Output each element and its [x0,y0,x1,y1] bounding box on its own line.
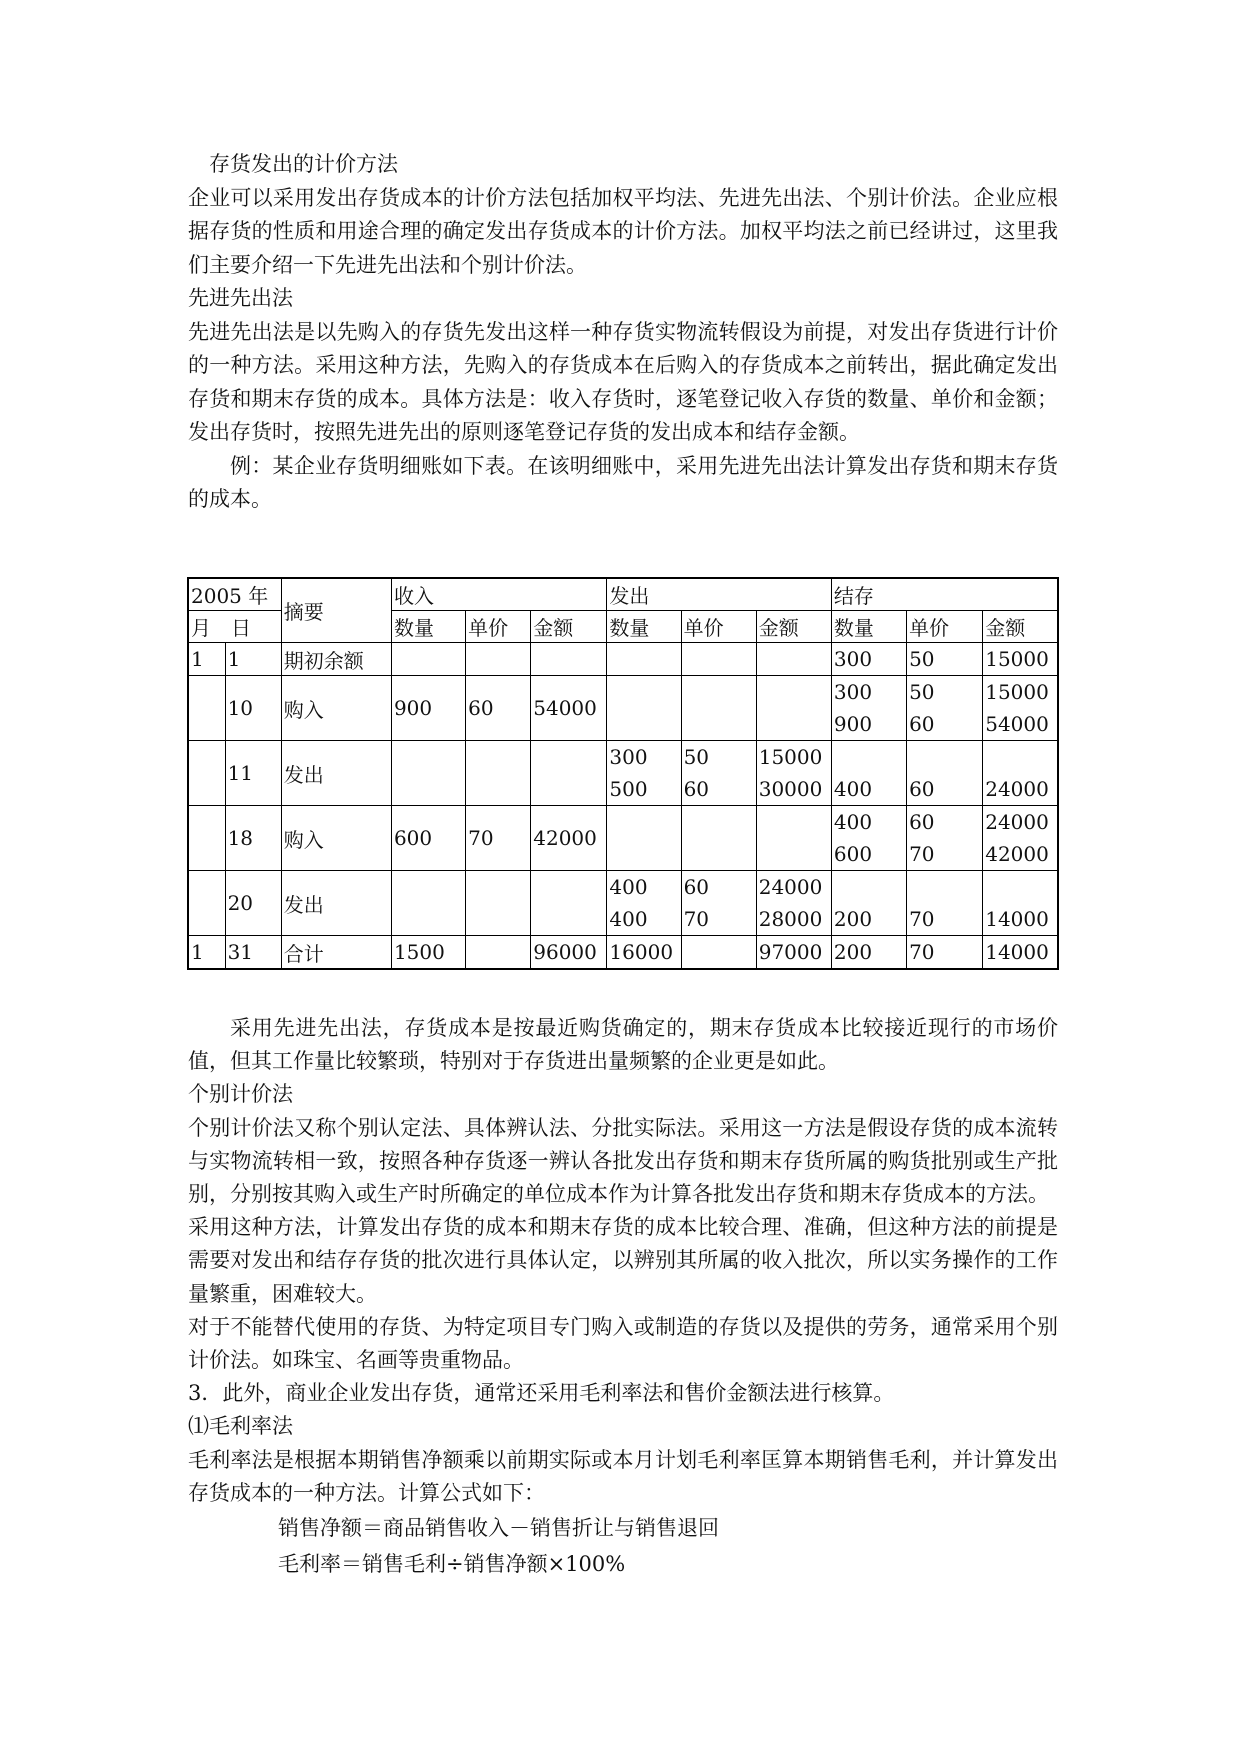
cell-bal-qty [831,871,906,936]
cell-value-line: 42000 [985,842,1049,866]
ledger-row [188,741,1058,806]
cell-bal-amount [983,676,1058,741]
cell-bal-qty [831,806,906,871]
cell-in-amount [531,643,607,676]
cell-out-qty [607,936,681,970]
cell-out-qty [607,676,681,741]
cell-in-amount: 54000 [531,676,607,741]
cell-in-amount [531,871,607,936]
cell-bal-amount [983,643,1058,676]
cell-day: 31 [225,936,281,970]
cell-value-line: 60 [683,777,710,801]
cell-value-line: 24000 [758,875,823,899]
cell-value-line: 50 [683,745,710,769]
specific-heading: 个别计价法 [188,1082,293,1107]
cell-in-qty: 900 [391,676,465,741]
cell-bal-price [907,741,983,806]
ledger-row [188,806,1058,871]
cell-day: 18 [225,806,281,871]
cell-out-amount [756,806,831,871]
cell-in-price [466,741,531,806]
ledger-row [188,676,1058,741]
cell-out-price [681,806,756,871]
header-in-qty: 数量 [391,611,465,643]
header-summary: 摘要 [281,578,391,643]
header-in-amount: 金额 [531,611,607,643]
cell-out-amount [756,676,831,741]
cell-value-line: 54000 [985,712,1049,736]
gross-margin-paragraph: 毛利率法是根据本期销售净额乘以前期实际或本月计划毛利率匡算本期销售毛利，并计算发出存货成本的一种方法。计算公式如下： [188,1447,1058,1505]
header-out-amount: 金额 [756,611,831,643]
cell-in-qty: 1500 [391,936,465,970]
cell-value-line: 24000 [985,810,1049,834]
header-receipt: 收入 [391,578,606,611]
header-out-price: 单价 [681,611,756,643]
cell-in-qty [391,871,465,936]
cell-out-price [681,643,756,676]
top-text-block [188,148,1058,517]
cell-month [188,741,225,806]
cell-value-line: 60 [909,810,935,834]
cell-out-price [681,936,756,970]
fifo-conclusion-paragraph: 采用先进先出法，存货成本是按最近购货确定的，期末存货成本比较接近现行的市场价值，但其工作量比较繁琐，特别对于存货进出量频繁的企业更是如此。 [188,1016,1058,1074]
cell-day: 20 [225,871,281,936]
cell-value-line: 70 [909,940,935,964]
cell-bal-amount [983,936,1058,970]
inventory-ledger-table [187,577,1059,970]
cell-value-line: 15000 [758,745,823,769]
cell-value-line: 60 [909,712,935,736]
header-in-price: 单价 [466,611,531,643]
cell-in-qty: 600 [391,806,465,871]
cell-value-line: 200 [833,907,873,931]
cell-summary: 购入 [281,676,391,741]
cell-in-amount [531,741,607,806]
cell-summary: 期初余额 [281,643,391,676]
formula-net-sales: 销售净额＝商品销售收入－销售折让与销售退回 [278,1516,719,1541]
ledger-row [188,871,1058,936]
header-bal-amount: 金额 [983,611,1058,643]
cell-in-price [466,871,531,936]
cell-bal-amount [983,806,1058,871]
cell-bal-qty [831,936,906,970]
cell-bal-amount [983,741,1058,806]
cell-value-line: 14000 [985,907,1049,931]
fifo-heading: 先进先出法 [188,286,293,310]
cell-value-line: 50 [909,647,935,671]
cell-bal-qty [831,643,906,676]
cell-bal-price [907,806,983,871]
header-bal-qty: 数量 [831,611,906,643]
cell-value-line: 300 [833,680,873,704]
cell-out-price [681,741,756,806]
cell-in-amount: 96000 [531,936,607,970]
cell-in-price [466,643,531,676]
cell-month: 1 [188,643,225,676]
cell-value-line: 24000 [985,777,1049,801]
cell-value-line: 15000 [985,680,1049,704]
cell-bal-price [907,936,983,970]
ledger-row [188,936,1058,970]
cell-out-amount [756,871,831,936]
point-3-paragraph: 3．此外，商业企业发出存货，通常还采用毛利率法和售价金额法进行核算。 [188,1381,895,1406]
cell-bal-qty [831,741,906,806]
cell-value-line: 28000 [758,907,823,931]
cell-month [188,806,225,871]
header-out-qty: 数量 [607,611,681,643]
cell-value-line: 30000 [758,777,823,801]
cell-bal-qty [831,676,906,741]
cell-bal-price [907,643,983,676]
cell-out-qty [607,741,681,806]
cell-value-line: 16000 [609,940,674,964]
bottom-text-block [188,1012,1058,1582]
cell-value-line: 14000 [985,940,1049,964]
cell-month [188,871,225,936]
cell-in-qty [391,643,465,676]
cell-value-line: 15000 [985,647,1049,671]
cell-out-qty [607,806,681,871]
cell-day: 10 [225,676,281,741]
cell-day: 1 [225,643,281,676]
cell-value-line: 600 [833,842,873,866]
cell-bal-price [907,871,983,936]
cell-value-line: 400 [609,875,648,899]
cell-month: 1 [188,936,225,970]
cell-value-line: 60 [683,875,710,899]
cell-bal-amount [983,871,1058,936]
header-month-day: 月 日 [188,611,281,643]
cell-summary: 发出 [281,741,391,806]
cell-out-qty [607,871,681,936]
cell-summary: 合计 [281,936,391,970]
cell-day: 11 [225,741,281,806]
gross-margin-heading: ⑴毛利率法 [188,1414,293,1439]
cell-in-qty [391,741,465,806]
specific-paragraph-1: 个别计价法又称个别认定法、具体辨认法、分批实际法。采用这一方法是假设存货的成本流转与实物流转相一致，按照各种存货逐一辨认各批发出存货和期末存货所属的购货批别或生产批别，分别按其购入或生产时所确定的单位成本作为计算各批发出存货和期末存货成本的方法。 [188,1115,1058,1207]
formula-gross-margin-rate: 毛利率＝销售毛利÷销售净额×100% [278,1552,626,1577]
cell-out-amount [756,643,831,676]
cell-value-line: 70 [909,907,935,931]
cell-value-line: 50 [909,680,935,704]
intro-paragraph: 企业可以采用发出存货成本的计价方法包括加权平均法、先进先出法、个别计价法。企业应根据存货的性质和用途合理的确定发出存货成本的计价方法。加权平均法之前已经讲过，这里我们主要介绍一下先进先出法和个别计价法。 [188,185,1058,277]
cell-value-line: 300 [833,647,873,671]
cell-out-amount [756,741,831,806]
section-title: 存货发出的计价方法 [209,152,398,176]
cell-value-line: 70 [683,907,710,931]
example-paragraph: 例：某企业存货明细账如下表。在该明细账中，采用先进先出法计算发出存货和期末存货的成本。 [188,453,1058,511]
specific-paragraph-3: 对于不能替代使用的存货、为特定项目专门购入或制造的存货以及提供的劳务，通常采用个别计价法。如珠宝、名画等贵重物品。 [188,1314,1058,1373]
cell-value-line: 400 [609,907,648,931]
header-row-1 [188,578,1058,611]
cell-value-line: 97000 [758,940,823,964]
cell-month [188,676,225,741]
cell-out-qty [607,643,681,676]
cell-value-line: 70 [909,842,935,866]
specific-paragraph-2: 采用这种方法，计算发出存货的成本和期末存货的成本比较合理、准确，但这种方法的前提是需要对发出和结存存货的批次进行具体认定，以辨别其所属的收入批次，所以实务操作的工作量繁重，困难较大。 [188,1215,1058,1306]
header-year: 2005 年 [188,578,281,611]
cell-value-line: 900 [833,712,873,736]
cell-in-amount: 42000 [531,806,607,871]
cell-bal-price [907,676,983,741]
cell-value-line: 400 [833,777,873,801]
cell-out-price [681,871,756,936]
header-bal-price: 单价 [907,611,983,643]
cell-out-price [681,676,756,741]
cell-summary: 发出 [281,871,391,936]
cell-in-price [466,936,531,970]
cell-out-amount [756,936,831,970]
fifo-paragraph: 先进先出法是以先购入的存货先发出这样一种存货实物流转假设为前提，对发出存货进行计价的一种方法。采用这种方法，先购入的存货成本在后购入的存货成本之前转出，据此确定发出存货和期末存货的成本。具体方法是：收入存货时，逐笔登记收入存货的数量、单价和金额；发出存货时，按照先进先出的原则逐笔登记存货的发出成本和结存金额。 [188,319,1058,444]
header-issue: 发出 [607,578,831,611]
header-balance: 结存 [831,578,1058,611]
cell-value-line: 200 [833,940,873,964]
cell-summary: 购入 [281,806,391,871]
ledger-row [188,643,1058,676]
cell-in-price: 70 [466,806,531,871]
cell-value-line: 400 [833,810,873,834]
cell-value-line: 60 [909,777,935,801]
cell-value-line: 300 [609,745,648,769]
cell-in-price: 60 [466,676,531,741]
cell-value-line: 500 [609,777,648,801]
